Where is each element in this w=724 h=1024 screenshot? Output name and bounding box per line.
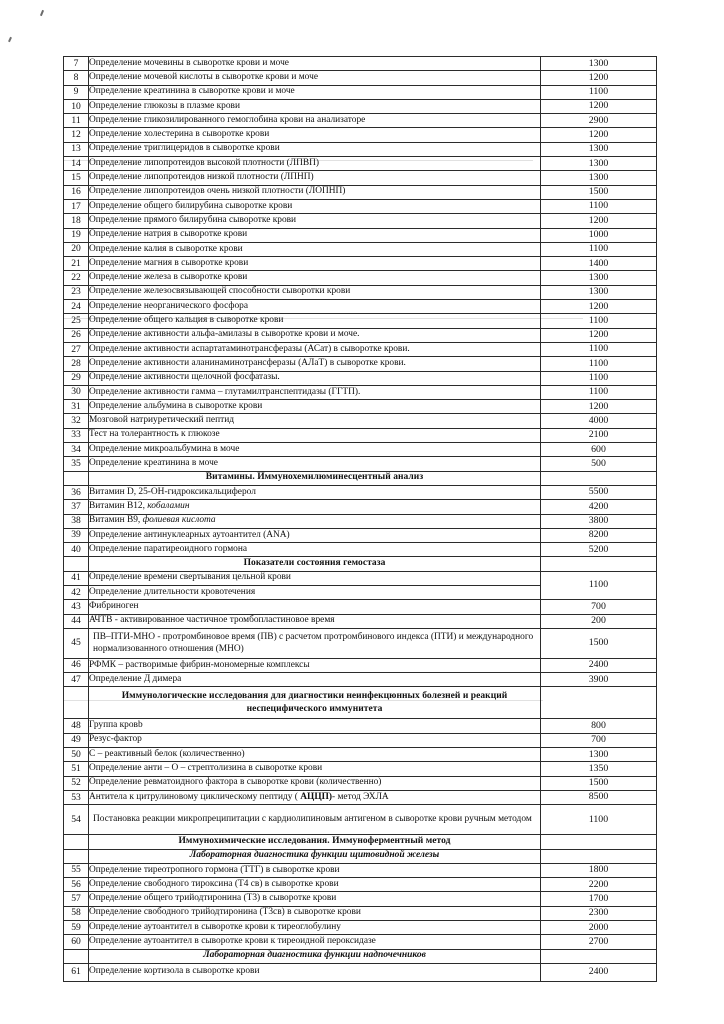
scan-artifact-speck: [40, 10, 44, 16]
table-row: [64, 242, 657, 256]
row-service-name: Мозговой натриуретический пептид: [89, 414, 541, 428]
row-number: 55: [64, 863, 89, 877]
row-number: 56: [64, 878, 89, 892]
table-row: [64, 485, 657, 499]
row-number: 25: [64, 314, 89, 328]
row-price: 5500: [541, 485, 657, 499]
section-title-hemostasis: Показатели состояния гемостаза: [89, 557, 541, 571]
section-price-spacer: [541, 471, 657, 485]
row-number: 26: [64, 328, 89, 342]
row-number: 10: [64, 99, 89, 113]
row-price: 8500: [541, 790, 657, 804]
section-header-row: [64, 471, 657, 485]
row-service-name: Определение липопротеидов низкой плотности (ЛПНП): [89, 171, 541, 185]
row-price: 1100: [541, 357, 657, 371]
subsection-price-spacer: [541, 849, 657, 863]
row-service-name-italic: фолиевая кислота: [142, 515, 216, 526]
row-service-name: Витамин D, 25-ОН-гидроксикальциферол: [89, 485, 541, 499]
row-service-name: Определение свободного тироксина (Т4 св) в сыворотке крови: [89, 878, 541, 892]
table-row: [64, 719, 657, 733]
subsection-number-spacer: [64, 849, 89, 863]
row-number: 27: [64, 342, 89, 356]
row-number: 12: [64, 128, 89, 142]
row-price: 1000: [541, 228, 657, 242]
row-price: 8200: [541, 528, 657, 542]
row-service-name: Определение Д димера: [89, 673, 541, 687]
section-number-spacer: [64, 557, 89, 571]
row-service-name-plain: Витамин В9,: [89, 515, 143, 526]
row-number: 20: [64, 242, 89, 256]
row-service-name: Определение глюкозы в плазме крови: [89, 99, 541, 113]
table-row: [64, 762, 657, 776]
row-price: 1700: [541, 892, 657, 906]
table-row: [64, 543, 657, 557]
row-price: 200: [541, 614, 657, 628]
row-service-name: ПВ–ПТИ-МНО - протромбиновое время (ПВ) с расчетом протромбинового индекса (ПТИ) и международного нормализованного отношения (МНО): [89, 628, 541, 658]
row-number: 13: [64, 142, 89, 156]
row-service-name: Определение свободного трийодтиронина (Т3св) в сыворотке крови: [89, 906, 541, 920]
row-service-name: Определение холестерина в сыворотке крови: [89, 128, 541, 142]
row-number: 33: [64, 428, 89, 442]
row-number: 11: [64, 114, 89, 128]
table-row: [64, 628, 657, 658]
row-service-name: Постановка реакции микропреципитации с кардиолипиновым антигеном в сыворотке крови ручным методом: [89, 805, 541, 835]
row-price: 1100: [541, 85, 657, 99]
row-service-name: Определение паратиреоидного гормона: [89, 543, 541, 557]
row-service-name-post: - метод ЭХЛА: [332, 791, 389, 802]
row-number: 45: [64, 628, 89, 658]
row-service-name: Определение аутоантител в сыворотке крови к тиреоглобулину: [89, 921, 541, 935]
row-service-name: Определение активности гамма – глутамилтранспептидазы (ГГТП).: [89, 385, 541, 399]
table-row: [64, 935, 657, 949]
table-row: [64, 85, 657, 99]
row-number: 61: [64, 963, 89, 981]
row-price: 1100: [541, 314, 657, 328]
row-price: 1500: [541, 628, 657, 658]
section-price-spacer: [541, 557, 657, 571]
row-service-name: Определение активности альфа-амилазы в сыворотке крови и моче.: [89, 328, 541, 342]
table-row: [64, 71, 657, 85]
table-row: [64, 963, 657, 981]
row-number: 28: [64, 357, 89, 371]
table-row: [64, 892, 657, 906]
row-price: 4200: [541, 500, 657, 514]
section-price-spacer: [541, 835, 657, 849]
row-service-name: Определение магния в сыворотке крови: [89, 257, 541, 271]
row-price: 3800: [541, 514, 657, 528]
row-number: 19: [64, 228, 89, 242]
table-row: [64, 414, 657, 428]
table-row: [64, 514, 657, 528]
row-number: 31: [64, 400, 89, 414]
row-price: 2000: [541, 921, 657, 935]
row-price: 1200: [541, 99, 657, 113]
row-number: 37: [64, 500, 89, 514]
table-row: [64, 228, 657, 242]
row-service-name: Определение общего кальция в сыворотке крови: [89, 314, 541, 328]
table-row: [64, 328, 657, 342]
row-price: 1300: [541, 748, 657, 762]
row-price: 1200: [541, 214, 657, 228]
row-price: 1300: [541, 57, 657, 71]
row-price: 1100: [541, 805, 657, 835]
row-number: 22: [64, 271, 89, 285]
row-number: 23: [64, 285, 89, 299]
row-price: 2300: [541, 906, 657, 920]
row-price: 1500: [541, 776, 657, 790]
row-price: 1100: [541, 199, 657, 213]
table-row: [64, 921, 657, 935]
row-price: 1200: [541, 328, 657, 342]
table-row: [64, 863, 657, 877]
row-price: 1300: [541, 142, 657, 156]
row-price: 2400: [541, 658, 657, 672]
table-row: [64, 371, 657, 385]
row-number: 48: [64, 719, 89, 733]
row-number: 44: [64, 614, 89, 628]
row-price: 4000: [541, 414, 657, 428]
row-price: 600: [541, 443, 657, 457]
table-row: [64, 199, 657, 213]
row-service-name: Группа кровb: [89, 719, 541, 733]
row-service-name: Определение калия в сыворотке крови: [89, 242, 541, 256]
row-service-name: АЧТВ - активированное частичное тромбопластиновое время: [89, 614, 541, 628]
row-service-name: Определение неорганического фосфора: [89, 300, 541, 314]
row-number: 18: [64, 214, 89, 228]
row-price: 2700: [541, 935, 657, 949]
row-service-name: Определение натрия в сыворотке крови: [89, 228, 541, 242]
row-service-name: Определение гликозилированного гемоглобина крови на анализаторе: [89, 114, 541, 128]
row-service-name: Определение прямого билирубина сыворотке крови: [89, 214, 541, 228]
row-number: 46: [64, 658, 89, 672]
row-service-name: Определение микроальбумина в моче: [89, 443, 541, 457]
table-row: [64, 171, 657, 185]
subsection-price-spacer: [541, 949, 657, 963]
row-number: 17: [64, 199, 89, 213]
row-price: 1200: [541, 300, 657, 314]
table-row: [64, 342, 657, 356]
table-row: [64, 285, 657, 299]
table-row: [64, 906, 657, 920]
row-number: 59: [64, 921, 89, 935]
row-price-merged: 1100: [541, 571, 657, 600]
row-price: 1100: [541, 342, 657, 356]
table-row: [64, 157, 657, 171]
table-row: [64, 314, 657, 328]
row-service-name: Определение триглицеридов в сыворотке крови: [89, 142, 541, 156]
table-row: [64, 614, 657, 628]
table-row: [64, 214, 657, 228]
row-price: 1200: [541, 400, 657, 414]
row-price: 500: [541, 457, 657, 471]
row-number: 41: [64, 571, 89, 585]
row-price: 1800: [541, 863, 657, 877]
row-service-name: [89, 514, 541, 528]
row-price: 2900: [541, 114, 657, 128]
table-row: [64, 400, 657, 414]
row-service-name: Определение антинуклеарных аутоантител (ANA): [89, 528, 541, 542]
row-number: 8: [64, 71, 89, 85]
row-service-name: С – реактивный белок (количественно): [89, 748, 541, 762]
row-number: 53: [64, 790, 89, 804]
subsection-number-spacer: [64, 949, 89, 963]
services-price-table: [63, 56, 657, 982]
row-service-name: Определение липопротеидов очень низкой плотности (ЛОПНП): [89, 185, 541, 199]
table-row: [64, 428, 657, 442]
row-price: 3900: [541, 673, 657, 687]
row-price: 1300: [541, 157, 657, 171]
table-row: [64, 571, 657, 585]
row-number: 35: [64, 457, 89, 471]
subsection-header-row: [64, 849, 657, 863]
table-row: [64, 658, 657, 672]
row-service-name: Определение липопротеидов высокой плотности (ЛПВП): [89, 157, 541, 171]
row-number: 39: [64, 528, 89, 542]
row-price: 1100: [541, 242, 657, 256]
row-price: 1200: [541, 71, 657, 85]
row-number: 24: [64, 300, 89, 314]
subsection-header-row: [64, 949, 657, 963]
table-row: [64, 776, 657, 790]
row-price: 1100: [541, 385, 657, 399]
table-row: [64, 500, 657, 514]
section-title-vitamins: Витамины. Иммунохемилюминесцентный анализ: [89, 471, 541, 485]
row-number: 51: [64, 762, 89, 776]
table-row: [64, 805, 657, 835]
row-number: 14: [64, 157, 89, 171]
row-price: 1350: [541, 762, 657, 776]
row-service-name: РФМК – растворимые фибрин-мономерные комплексы: [89, 658, 541, 672]
row-service-name: [89, 500, 541, 514]
table-row: [64, 357, 657, 371]
table-row: [64, 128, 657, 142]
row-service-name: Тест на толерантность к глюкозе: [89, 428, 541, 442]
table-row: [64, 600, 657, 614]
row-service-name: Определение времени свертывания цельной крови: [89, 571, 541, 585]
row-number: 52: [64, 776, 89, 790]
row-service-name: Определение анти – О – стрептолизина в сыворотке крови: [89, 762, 541, 776]
row-service-name-bold: АЦЦП): [300, 791, 333, 802]
section-price-spacer: [541, 687, 657, 719]
row-service-name-italic: кобаламин: [147, 500, 190, 511]
row-number: 58: [64, 906, 89, 920]
row-service-name: Определение длительности кровотечения: [89, 585, 541, 599]
row-service-name-pre: Антитела к цитрулиновому циклическому пептиду (: [89, 791, 301, 802]
row-service-name: Определение мочевой кислоты в сыворотке крови и моче: [89, 71, 541, 85]
row-price: 1400: [541, 257, 657, 271]
row-number: 7: [64, 57, 89, 71]
table-row: [64, 733, 657, 747]
row-number: 21: [64, 257, 89, 271]
table-row: [64, 271, 657, 285]
table-body: [64, 57, 657, 982]
row-number: 54: [64, 805, 89, 835]
section-header-row: [64, 557, 657, 571]
row-number: 32: [64, 414, 89, 428]
table-row: [64, 57, 657, 71]
scan-artifact-speck: [8, 37, 12, 42]
row-service-name: Определение тиреотропного гормона (ТТГ) в сыворотке крови: [89, 863, 541, 877]
row-service-name: Определение железосвязывающей способности сыворотки крови: [89, 285, 541, 299]
row-service-name: Фибриноген: [89, 600, 541, 614]
section-header-row: [64, 835, 657, 849]
section-header-row: [64, 687, 657, 719]
row-service-name: [89, 790, 541, 804]
row-service-name: Определение активности аспартатаминотрансферазы (АСат) в сыворотке крови.: [89, 342, 541, 356]
row-service-name: Определение альбумина в сыворотке крови: [89, 400, 541, 414]
table-row: [64, 114, 657, 128]
section-title-immunochem: Иммунохимические исследования. Иммуноферментный метод: [89, 835, 541, 849]
row-number: 49: [64, 733, 89, 747]
row-price: 2200: [541, 878, 657, 892]
table-row: [64, 457, 657, 471]
row-number: 60: [64, 935, 89, 949]
table-row: [64, 385, 657, 399]
row-service-name: Определение активности аланинаминотрансферазы (АЛаТ) в сыворотке крови.: [89, 357, 541, 371]
row-number: 42: [64, 585, 89, 599]
row-number: 9: [64, 85, 89, 99]
row-price: 2100: [541, 428, 657, 442]
subsection-title-thyroid: Лабораторная диагностика функции щитовидной железы: [89, 849, 541, 863]
row-price: 700: [541, 733, 657, 747]
table-row: [64, 142, 657, 156]
row-number: 57: [64, 892, 89, 906]
section-number-spacer: [64, 471, 89, 485]
table-row: [64, 878, 657, 892]
row-price: 1500: [541, 185, 657, 199]
row-price: 1200: [541, 128, 657, 142]
row-price: 1300: [541, 171, 657, 185]
row-number: 16: [64, 185, 89, 199]
row-price: 1100: [541, 371, 657, 385]
subsection-title-adrenal: Лабораторная диагностика функции надпочечников: [89, 949, 541, 963]
table-row: [64, 673, 657, 687]
row-service-name: Определение общего билирубина сыворотке крови: [89, 199, 541, 213]
row-service-name: Резус-фактор: [89, 733, 541, 747]
row-number: 40: [64, 543, 89, 557]
row-service-name: Определение аутоантител в сыворотке крови к тиреоидной пероксидазе: [89, 935, 541, 949]
row-service-name: Определение железа в сыворотке крови: [89, 271, 541, 285]
row-price: 5200: [541, 543, 657, 557]
table-row: [64, 99, 657, 113]
row-number: 34: [64, 443, 89, 457]
section-number-spacer: [64, 687, 89, 719]
row-number: 36: [64, 485, 89, 499]
table-row: [64, 748, 657, 762]
row-price: 800: [541, 719, 657, 733]
row-number: 43: [64, 600, 89, 614]
row-service-name: Определение креатинина в сыворотке крови и моче: [89, 85, 541, 99]
row-service-name: Определение кортизола в сыворотке крови: [89, 963, 541, 981]
table-row: [64, 185, 657, 199]
row-service-name: Определение ревматоидного фактора в сыворотке крови (количественно): [89, 776, 541, 790]
row-price: 700: [541, 600, 657, 614]
table-row: [64, 300, 657, 314]
table-row: [64, 257, 657, 271]
row-service-name: Определение креатинина в моче: [89, 457, 541, 471]
row-number: 50: [64, 748, 89, 762]
table-row: [64, 528, 657, 542]
section-title-immunology: Иммунологические исследования для диагностики неинфекцюнных болезней и реакций неспецифического иммунитета: [89, 687, 541, 719]
row-price: 2400: [541, 963, 657, 981]
row-number: 38: [64, 514, 89, 528]
row-number: 47: [64, 673, 89, 687]
row-price: 1300: [541, 285, 657, 299]
table-row: [64, 443, 657, 457]
row-number: 29: [64, 371, 89, 385]
table-row: [64, 790, 657, 804]
row-price: 1300: [541, 271, 657, 285]
row-service-name: Определение мочевины в сыворотке крови и моче: [89, 57, 541, 71]
section-number-spacer: [64, 835, 89, 849]
row-service-name: Определение общего трийодтиронина (Т3) в сыворотке крови: [89, 892, 541, 906]
row-service-name: Определение активности щелочной фосфатазы.: [89, 371, 541, 385]
row-service-name-plain: Витамин В12,: [89, 500, 148, 511]
row-number: 30: [64, 385, 89, 399]
row-number: 15: [64, 171, 89, 185]
